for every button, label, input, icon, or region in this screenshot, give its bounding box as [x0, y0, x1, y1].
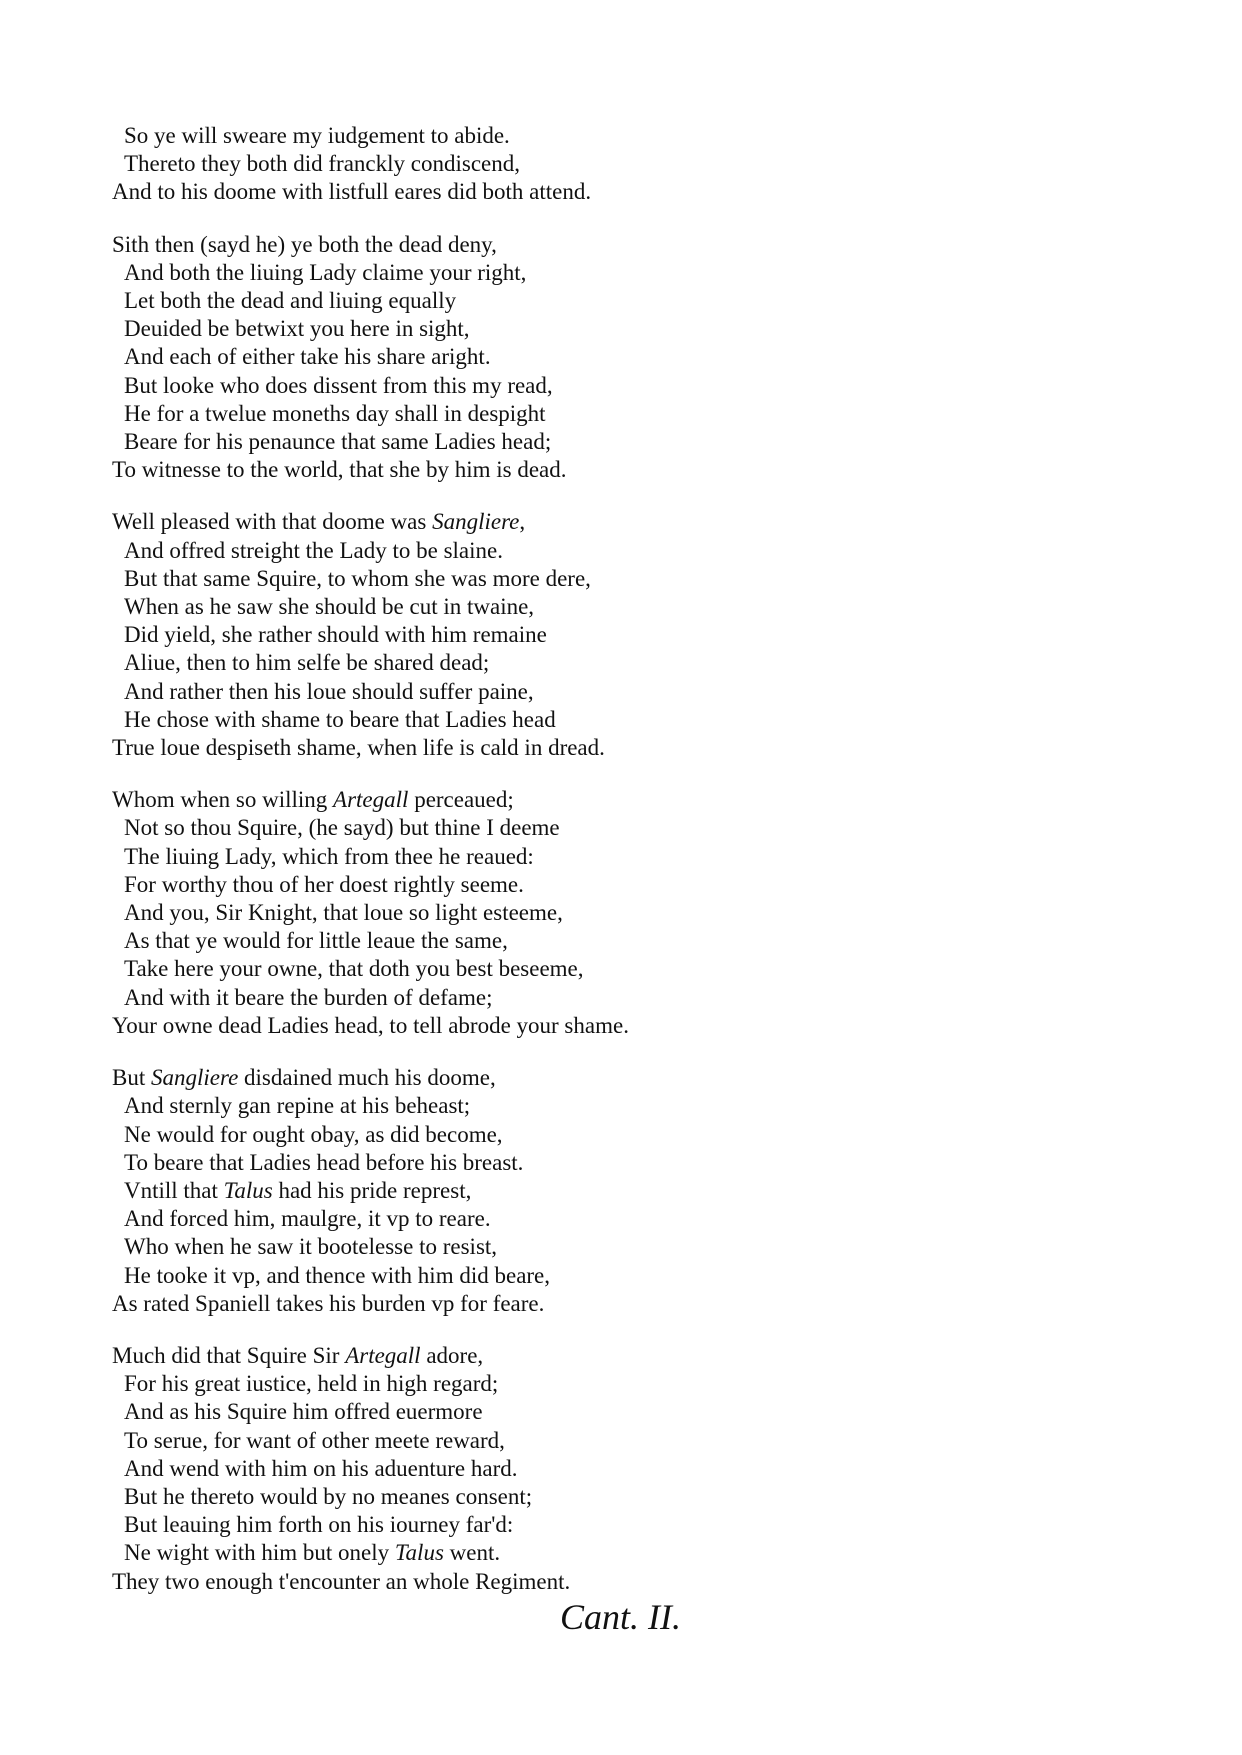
proper-name: Artegall: [345, 1342, 421, 1368]
verse-line: [112, 565, 1162, 593]
line-text: He for a twelue moneths day shall in despight: [124, 400, 546, 426]
line-text: Well pleased with that doome was: [112, 509, 433, 535]
verse-line: [112, 508, 1162, 536]
line-text: He chose with shame to beare that Ladies head: [124, 706, 556, 732]
line-text: To serue, for want of other meete reward,: [124, 1427, 505, 1453]
poem-text: [112, 122, 1162, 1620]
proper-name: Talus: [223, 1177, 273, 1203]
line-text: And with it beare the burden of defame;: [124, 984, 493, 1010]
line-text: But he thereto would by no meanes consent;: [124, 1483, 533, 1509]
catchword: Cant. II.: [560, 1597, 681, 1637]
verse-line: [112, 372, 1162, 400]
verse-line: [112, 678, 1162, 706]
line-text: He tooke it vp, and thence with him did beare,: [124, 1262, 551, 1288]
stanza: [112, 231, 1162, 485]
verse-line: [112, 1398, 1162, 1426]
line-text: Sith then (sayd he) ye both the dead deny,: [112, 231, 497, 257]
verse-line: [112, 593, 1162, 621]
verse-line: [112, 871, 1162, 899]
proper-name: Talus: [394, 1540, 444, 1566]
verse-line: [112, 1012, 1162, 1040]
proper-name: Sangliere: [150, 1065, 239, 1091]
line-text: For worthy thou of her doest rightly seeme.: [124, 871, 524, 897]
verse-line: [112, 1568, 1162, 1596]
line-text: went.: [443, 1540, 501, 1566]
verse-line: [112, 786, 1162, 814]
line-text: Vntill that: [124, 1177, 224, 1203]
line-text: Thereto they both did franckly condiscend,: [124, 151, 520, 177]
verse-line: [112, 456, 1162, 484]
verse-line: [112, 706, 1162, 734]
line-text: Ne wight with him but onely: [124, 1540, 395, 1566]
proper-name: Artegall: [333, 787, 409, 813]
verse-line: [112, 1511, 1162, 1539]
line-text: perceaued;: [408, 787, 514, 813]
verse-line: [112, 287, 1162, 315]
verse-line: [112, 899, 1162, 927]
line-text: As rated Spaniell takes his burden vp for feare.: [112, 1290, 545, 1316]
verse-line: [112, 984, 1162, 1012]
line-text: Aliue, then to him selfe be shared dead;: [124, 650, 490, 676]
verse-line: [112, 1233, 1162, 1261]
line-text: But that same Squire, to whom she was more dere,: [124, 565, 591, 591]
line-text: For his great iustice, held in high regard;: [124, 1371, 499, 1397]
line-text: had his pride represt,: [272, 1177, 472, 1203]
line-text: And to his doome with listfull eares did both attend.: [112, 179, 592, 205]
line-text: And as his Squire him offred euermore: [124, 1399, 483, 1425]
line-text: Whom when so willing: [112, 787, 334, 813]
line-text: Take here your owne, that doth you best beseeme,: [124, 956, 584, 982]
line-text: Ne would for ought obay, as did become,: [124, 1121, 503, 1147]
verse-line: [112, 178, 1162, 206]
line-text: To beare that Ladies head before his breast.: [124, 1149, 524, 1175]
stanza: [112, 122, 1162, 207]
line-text: As that ye would for little leaue the same,: [124, 928, 508, 954]
verse-line: [112, 1064, 1162, 1092]
stanza: [112, 1064, 1162, 1318]
verse-line: [112, 814, 1162, 842]
line-text: But looke who does dissent from this my read,: [124, 372, 553, 398]
stanza: [112, 508, 1162, 762]
verse-line: [112, 1427, 1162, 1455]
verse-line: [112, 428, 1162, 456]
verse-line: [112, 1342, 1162, 1370]
verse-line: [112, 343, 1162, 371]
line-text: They two enough t'encounter an whole Regiment.: [112, 1568, 571, 1594]
line-text: Who when he saw it bootelesse to resist,: [124, 1234, 498, 1260]
verse-line: [112, 315, 1162, 343]
line-text: And each of either take his share aright.: [124, 344, 491, 370]
line-text: And offred streight the Lady to be slaine.: [124, 537, 503, 563]
verse-line: [112, 1092, 1162, 1120]
verse-line: [112, 1177, 1162, 1205]
verse-line: [112, 1539, 1162, 1567]
verse-line: [112, 621, 1162, 649]
line-text: Deuided be betwixt you here in sight,: [124, 316, 470, 342]
line-text: Let both the dead and liuing equally: [124, 288, 457, 314]
line-text: But leauing him forth on his iourney far'd:: [124, 1512, 514, 1538]
verse-line: [112, 537, 1162, 565]
stanza: [112, 786, 1162, 1040]
verse-line: [112, 1149, 1162, 1177]
line-text: adore,: [420, 1342, 484, 1368]
stanza: [112, 1342, 1162, 1596]
line-text: And rather then his loue should suffer paine,: [124, 678, 534, 704]
line-text: And wend with him on his aduenture hard.: [124, 1455, 518, 1481]
line-text: Beare for his penaunce that same Ladies head;: [124, 429, 552, 455]
line-text: To witnesse to the world, that she by him is dead.: [112, 457, 567, 483]
line-text: When as he saw she should be cut in twaine,: [124, 594, 535, 620]
line-text: The liuing Lady, which from thee he reaued:: [124, 843, 534, 869]
verse-line: [112, 1370, 1162, 1398]
line-text: And you, Sir Knight, that loue so light esteeme,: [124, 900, 563, 926]
line-text: And sternly gan repine at his beheast;: [124, 1093, 471, 1119]
proper-name: Sangliere: [432, 509, 520, 535]
verse-line: [112, 150, 1162, 178]
verse-line: [112, 1455, 1162, 1483]
line-text: ,: [519, 509, 526, 535]
line-text: Not so thou Squire, (he sayd) but thine I deeme: [124, 815, 560, 841]
line-text: Did yield, she rather should with him remaine: [124, 622, 547, 648]
verse-line: [112, 843, 1162, 871]
verse-line: [112, 1121, 1162, 1149]
verse-line: [112, 927, 1162, 955]
verse-line: [112, 259, 1162, 287]
line-text: disdained much his doome,: [238, 1065, 496, 1091]
verse-line: [112, 1290, 1162, 1318]
verse-line: [112, 1262, 1162, 1290]
line-text: True loue despiseth shame, when life is cald in dread.: [112, 735, 605, 761]
verse-line: [112, 1483, 1162, 1511]
line-text: So ye will sweare my iudgement to abide.: [124, 123, 510, 148]
line-text: And forced him, maulgre, it vp to reare.: [124, 1206, 491, 1232]
line-text: And both the liuing Lady claime your right,: [124, 259, 527, 285]
verse-line: [112, 649, 1162, 677]
verse-line: [112, 122, 1162, 150]
verse-line: [112, 400, 1162, 428]
line-text: But: [112, 1065, 151, 1091]
line-text: Much did that Squire Sir: [112, 1342, 346, 1368]
verse-line: [112, 955, 1162, 983]
line-text: Your owne dead Ladies head, to tell abrode your shame.: [112, 1012, 629, 1038]
verse-line: [112, 734, 1162, 762]
verse-line: [112, 231, 1162, 259]
verse-line: [112, 1205, 1162, 1233]
